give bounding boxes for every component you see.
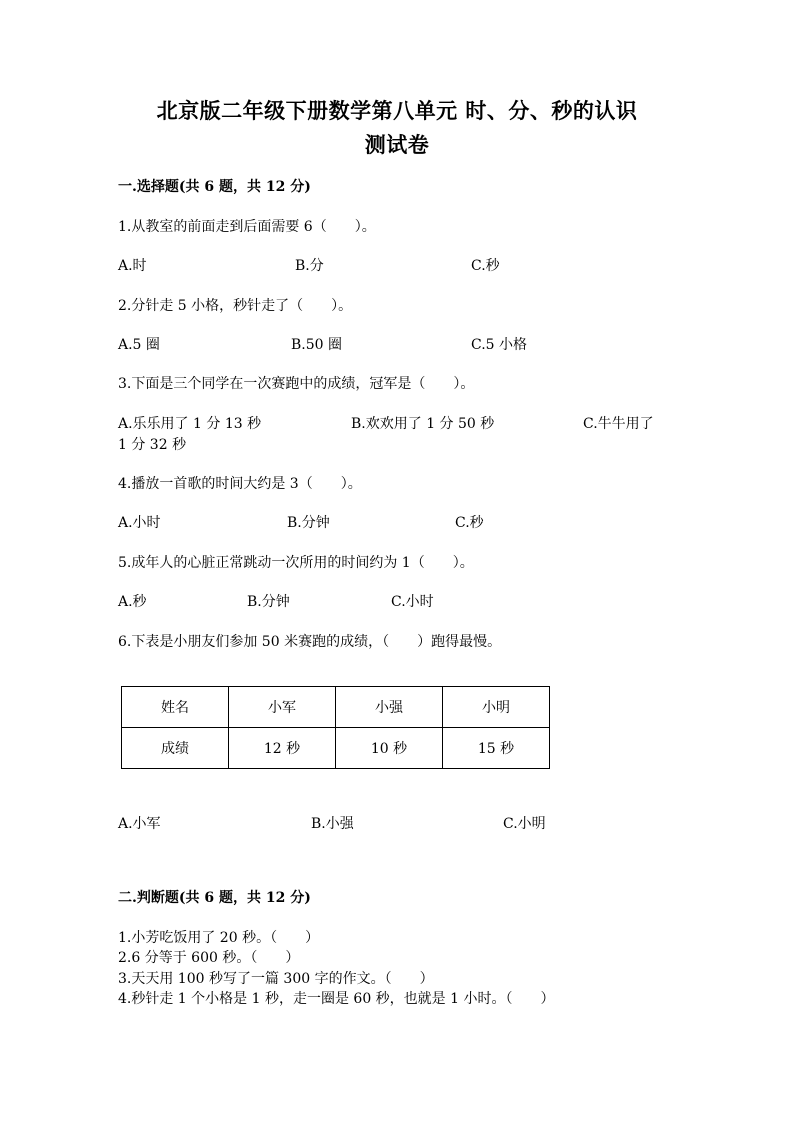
question-3-text: 3.下面是三个同学在一次赛跑中的成绩，冠军是（ ）。 xyxy=(118,376,475,392)
question-2-option-a: A.5 圈 xyxy=(118,337,160,353)
race-result-table xyxy=(121,686,550,769)
question-1-option-c: C.秒 xyxy=(471,258,500,274)
question-1-text: 1.从教室的前面走到后面需要 6（ ）。 xyxy=(118,219,376,235)
table-row xyxy=(122,687,550,728)
section-heading-judgement: 二.判断题(共 6 题，共 12 分) xyxy=(118,890,311,906)
judgement-item-1: 1.小芳吃饭用了 20 秒。（ ） xyxy=(118,930,320,946)
question-4-text: 4.播放一首歌的时间大约是 3（ ）。 xyxy=(118,476,362,492)
question-1-option-b: B.分 xyxy=(295,258,324,274)
question-4-option-c: C.秒 xyxy=(455,515,484,531)
question-3-option-b: B.欢欢用了 1 分 50 秒 xyxy=(351,416,495,432)
question-6-option-b: B.小强 xyxy=(311,816,354,832)
question-5-text: 5.成年人的心脏正常跳动一次所用的时间约为 1（ ）。 xyxy=(118,555,474,571)
question-5-option-c: C.小时 xyxy=(391,594,434,610)
document-title-line2: 测试卷 xyxy=(364,132,430,157)
table-cell: 小明 xyxy=(443,687,550,728)
section-heading-choice: 一.选择题(共 6 题，共 12 分) xyxy=(118,179,311,195)
question-2-option-b: B.50 圈 xyxy=(291,337,343,353)
question-4-option-a: A.小时 xyxy=(118,515,161,531)
question-6-option-c: C.小明 xyxy=(503,816,546,832)
question-4-option-b: B.分钟 xyxy=(287,515,330,531)
question-5-option-b: B.分钟 xyxy=(247,594,290,610)
judgement-item-3: 3.天天用 100 秒写了一篇 300 字的作文。（ ） xyxy=(118,971,434,987)
question-5-option-a: A.秒 xyxy=(118,594,147,610)
question-3-option-c-continued: 1 分 32 秒 xyxy=(118,437,187,453)
question-3-option-c: C.牛牛用了 xyxy=(583,416,654,432)
question-2-option-c: C.5 小格 xyxy=(471,337,528,353)
question-6-text: 6.下表是小朋友们参加 50 米赛跑的成绩，（ ）跑得最慢。 xyxy=(118,634,502,650)
judgement-item-2: 2.6 分等于 600 秒。（ ） xyxy=(118,950,300,966)
table-cell: 小强 xyxy=(336,687,443,728)
question-3-option-a: A.乐乐用了 1 分 13 秒 xyxy=(118,416,262,432)
table-cell: 小军 xyxy=(229,687,336,728)
table-cell: 成绩 xyxy=(122,728,229,769)
document-title-line1: 北京版二年级下册数学第八单元 时、分、秒的认识 xyxy=(156,98,638,123)
table-cell: 姓名 xyxy=(122,687,229,728)
judgement-item-4: 4.秒针走 1 个小格是 1 秒，走一圈是 60 秒，也就是 1 小时。（ ） xyxy=(118,991,555,1007)
question-1-option-a: A.时 xyxy=(118,258,147,274)
question-6-option-a: A.小军 xyxy=(118,816,161,832)
table-cell: 12 秒 xyxy=(229,728,336,769)
table-row xyxy=(122,728,550,769)
table-cell: 10 秒 xyxy=(336,728,443,769)
table-cell: 15 秒 xyxy=(443,728,550,769)
question-2-text: 2.分针走 5 小格，秒针走了（ ）。 xyxy=(118,298,353,314)
